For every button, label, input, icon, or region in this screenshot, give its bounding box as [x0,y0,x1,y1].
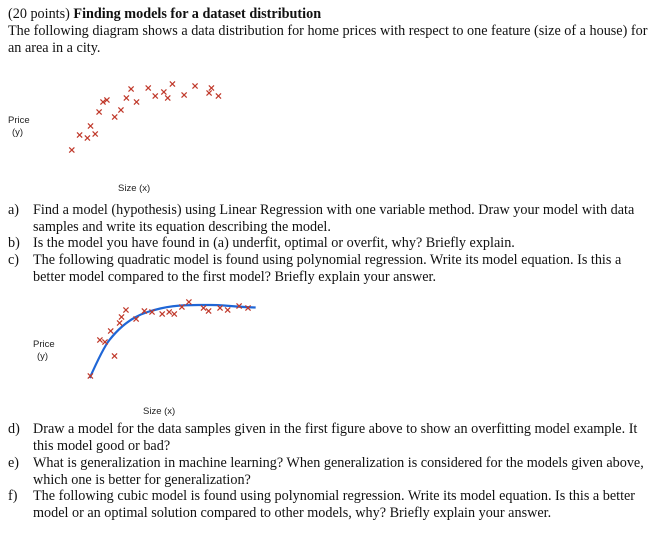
data-point-marker [186,299,191,304]
problem-title: Finding models for a dataset distribution [73,6,322,22]
fig1-ylabel-line2: (y) [12,127,24,138]
data-point-marker [160,311,165,316]
fig2-ylabel-line1: Price [33,339,55,350]
data-point-marker [117,320,122,325]
question-e-text: What is generalization in machine learning? When generalization is considered for the models given above, which one is better for generalization? [33,455,644,488]
question-b-text: Is the model you have found in (a) underfit, optimal or overfit, why? Briefly explain. [33,235,515,251]
data-point-marker [172,311,177,316]
data-point-marker [225,307,230,312]
data-point-marker [97,337,102,342]
question-e-label: e) [8,455,20,471]
question-d-label: d) [8,421,20,437]
points-label: (20 points) [8,6,70,22]
question-b-label: b) [8,235,20,251]
data-point-marker [108,328,113,333]
fig1-xlabel: Size (x) [118,183,151,194]
fig1-ylabel-line1: Price [8,115,30,126]
data-point-marker [123,307,128,312]
question-c-text: The following quadratic model is found using polynomial regression. Write its model equation. Is this a better model compared to the first model? Briefly explain your answer. [33,252,622,285]
question-c-label: c) [8,252,20,268]
fig2-xlabel: Size (x) [143,406,176,417]
data-point-marker [206,308,211,313]
question-a-text: Find a model (hypothesis) using Linear Regression with one variable method. Draw your model with data samples and write its equation describing the model. [33,202,635,235]
data-point-marker [119,314,124,319]
question-a-label: a) [8,202,20,218]
question-f-text: The following cubic model is found using polynomial regression. Write its model equation. Is this a better model or an optimal solution compared to other models, why? Briefly explain your answer. [33,488,636,521]
data-point-marker [112,353,117,358]
problem-intro: The following diagram shows a data distribution for home prices with respect to one feature (size of a house) for an area in a city. [8,23,648,56]
data-point-marker [167,309,172,314]
fig2-ylabel-line2: (y) [37,351,49,362]
data-point-marker [201,305,206,310]
question-d-text: Draw a model for the data samples given in the first figure above to show an overfitting model example. It this model good or bad? [33,421,638,454]
question-f-label: f) [8,488,18,504]
